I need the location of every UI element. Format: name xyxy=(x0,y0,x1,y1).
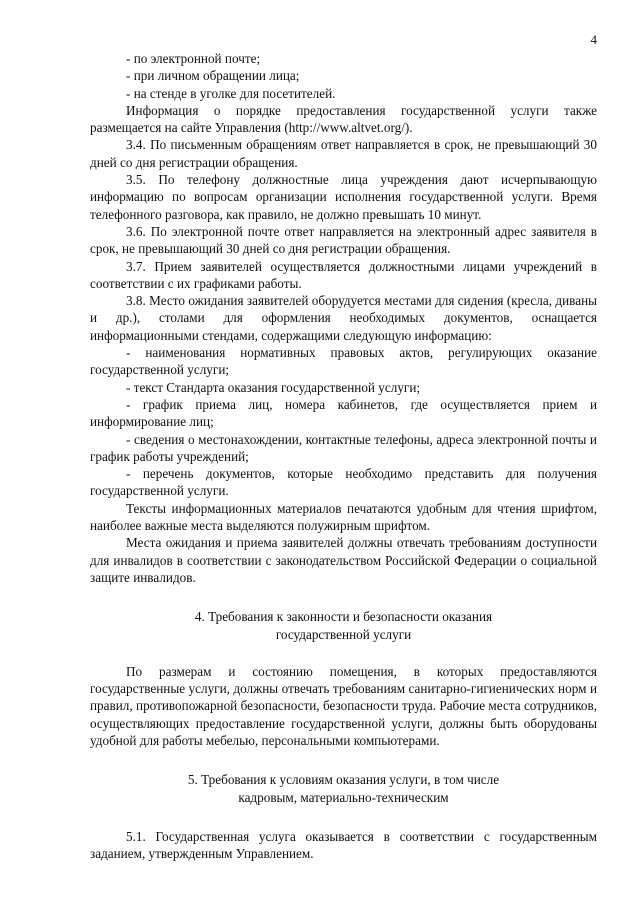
info-list-item: - сведения о местонахождении, контактные телефоны, адреса электронной почты и график работы учреждений; xyxy=(90,431,597,464)
info-list-item: - график приема лиц, номера кабинетов, где осуществляется прием и информирование лиц; xyxy=(90,396,597,430)
paragraph-3-6: 3.6. По электронной почте ответ направляется на электронный адрес заявителя в срок, не превышающий 30 дней со дня регистрации обращения. xyxy=(90,223,597,257)
section-5-heading-line-2: кадровым, материально-техническим xyxy=(238,789,449,805)
paragraph-3-7: 3.7. Прием заявителей осуществляется должностными лицами учреждений в соответствии с их графиками работы. xyxy=(90,258,597,291)
section-5-body: 5.1. Государственная услуга оказывается в соответствии с государственным заданием, утвержденным Управлением. xyxy=(90,828,597,862)
document-body xyxy=(90,50,597,862)
section-5-heading-line-1: 5. Требования к условиям оказания услуги, в том числе xyxy=(187,772,500,788)
paragraph-fonts: Тексты информационных материалов печатаются удобным для чтения шрифтом, наиболее важные места выделяются полужирным шрифтом. xyxy=(90,500,597,534)
section-4-heading-line-2: государственной услуги xyxy=(275,626,412,642)
section-4-heading-line-1: 4. Требования к законности и безопасности оказания xyxy=(194,609,493,625)
info-list-item: - текст Стандарта оказания государственной услуги; xyxy=(126,379,421,395)
page-number: 4 xyxy=(590,32,597,47)
paragraph-3-5: 3.5. По телефону должностные лица учреждения дают исчерпывающую информацию по вопросам организации исполнения государственной услуги. Время телефонного разговора, как правило, не должно превышать 10 минут. xyxy=(90,172,597,222)
paragraph-website-info: Информация о порядке предоставления государственной услуги также размещается на сайте Управления (http://www.altvet.org/). xyxy=(90,102,597,136)
contact-method-email: - по электронной почте; xyxy=(126,51,261,66)
paragraph-accessibility: Места ожидания и приема заявителей должны отвечать требованиям доступности для инвалидов в соответствии с законодательством Российской Федерации о социальной защите инвалидов. xyxy=(90,535,597,585)
info-list-item: - перечень документов, которые необходимо представить для получения государственной услуги. xyxy=(90,466,597,499)
section-4-body: По размерам и состоянию помещения, в которых предоставляются государственные услуги, должны отвечать требованиям санитарно-гигиенических норм и правил, противопожарной безопасности, безопасности труда. Рабочие места сотрудников, осуществляющих предоставление государственной услуги, должны быть оборудованы удобной для работы мебелью, персональными компьютерами. xyxy=(90,663,597,748)
contact-method-in-person: - при личном обращении лица; xyxy=(126,68,300,84)
contact-method-stand: - на стенде в уголке для посетителей. xyxy=(126,85,336,101)
info-list-item: - наименования нормативных правовых актов, регулирующих оказание государственной услуги; xyxy=(90,345,597,378)
paragraph-3-4: 3.4. По письменным обращениям ответ направляется в срок, не превышающий 30 дней со дня регистрации обращения. xyxy=(90,137,597,170)
paragraph-3-8: 3.8. Место ожидания заявителей оборудуется местами для сидения (кресла, диваны и др.), столами для оформления необходимых документов, оснащается информационными стендами, содержащими следующую информацию: xyxy=(90,293,597,343)
